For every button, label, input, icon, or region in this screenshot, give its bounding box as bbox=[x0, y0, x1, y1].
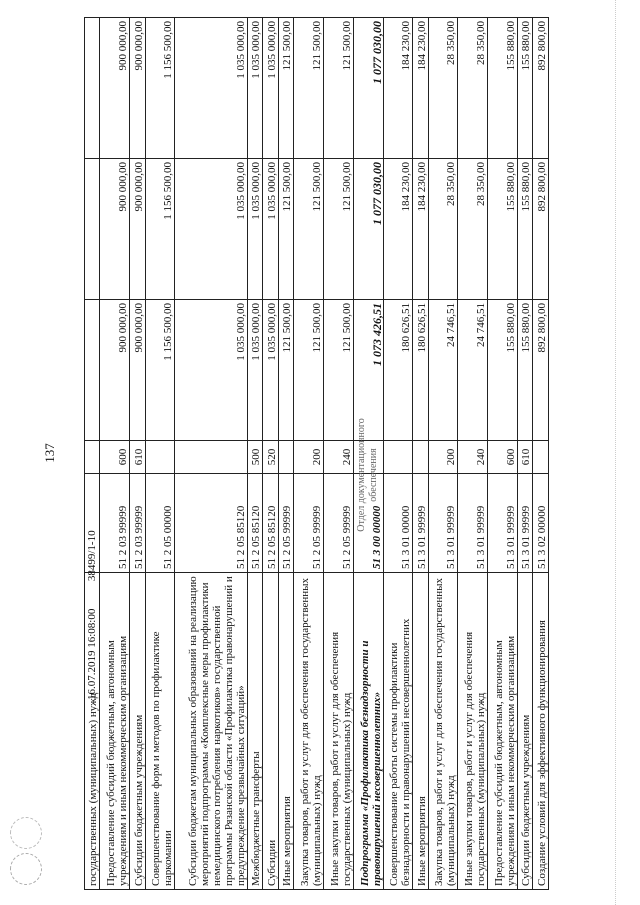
row-amount-2-cell: 121 500,00 bbox=[324, 159, 354, 300]
row-name-cell: Совершенствование форм и методов по профилактике наркомании bbox=[145, 573, 175, 890]
row-amount-1-cell: 1 035 000,00 bbox=[175, 300, 248, 441]
page-number: 137 bbox=[42, 443, 57, 463]
stamp-note-line2: обеспечения bbox=[368, 448, 379, 502]
row-expense-type-cell: 610 bbox=[517, 441, 532, 474]
table-row bbox=[100, 18, 130, 890]
table-row bbox=[247, 18, 262, 890]
row-name-cell: Иные мероприятия bbox=[413, 573, 428, 890]
row-amount-1-cell: 121 500,00 bbox=[324, 300, 354, 441]
row-amount-1-cell: 155 880,00 bbox=[488, 300, 518, 441]
row-code-cell: 51 2 05 99999 bbox=[324, 474, 354, 573]
row-expense-type-cell: 600 bbox=[100, 441, 130, 474]
row-expense-type-cell bbox=[145, 441, 175, 474]
row-amount-2-cell bbox=[85, 159, 100, 300]
row-amount-3-cell: 1 035 000,00 bbox=[263, 18, 278, 159]
row-amount-2-cell: 121 500,00 bbox=[278, 159, 293, 300]
row-code-cell: 51 3 02 00000 bbox=[533, 474, 549, 573]
row-amount-1-cell: 1 156 500,00 bbox=[145, 300, 175, 441]
row-expense-type-cell bbox=[175, 441, 248, 474]
row-name-cell: Совершенствование работы системы профилактики безнадзорности и правонарушений несовершеннолетних bbox=[383, 573, 413, 890]
row-code-cell: 51 2 05 85120 bbox=[175, 474, 248, 573]
row-amount-1-cell: 180 626,51 bbox=[413, 300, 428, 441]
row-amount-2-cell: 1 035 000,00 bbox=[247, 159, 262, 300]
stamp-ring-icon bbox=[10, 817, 42, 849]
row-code-cell: 51 2 05 85120 bbox=[263, 474, 278, 573]
table-row bbox=[383, 18, 413, 890]
row-amount-2-cell: 1 156 500,00 bbox=[145, 159, 175, 300]
table-row bbox=[533, 18, 549, 890]
scan-stamp-logo bbox=[6, 745, 46, 885]
row-amount-3-cell: 892 800,00 bbox=[533, 18, 549, 159]
row-amount-3-cell: 1 035 000,00 bbox=[247, 18, 262, 159]
stamp-note-line1: Отдел документационного bbox=[356, 418, 367, 532]
row-amount-2-cell: 892 800,00 bbox=[533, 159, 549, 300]
row-code-cell: 51 3 00 00000 bbox=[353, 474, 383, 573]
row-expense-type-cell bbox=[383, 441, 413, 474]
row-amount-1-cell: 900 000,00 bbox=[100, 300, 130, 441]
row-name-cell: Подпрограмма «Профилактика безнадзорности и правонарушений несовершеннолетних» bbox=[353, 573, 383, 890]
row-amount-2-cell: 28 350,00 bbox=[428, 159, 458, 300]
row-amount-1-cell: 1 035 000,00 bbox=[247, 300, 262, 441]
row-name-cell: Создание условий для эффективного функционирования bbox=[533, 573, 549, 890]
row-code-cell: 51 2 05 99999 bbox=[294, 474, 324, 573]
row-amount-2-cell: 184 230,00 bbox=[383, 159, 413, 300]
department-stamp-note bbox=[356, 375, 380, 575]
budget-table bbox=[84, 17, 549, 890]
row-expense-type-cell: 500 bbox=[247, 441, 262, 474]
table-row bbox=[263, 18, 278, 890]
table-row bbox=[175, 18, 248, 890]
row-amount-1-cell: 155 880,00 bbox=[517, 300, 532, 441]
row-amount-3-cell: 121 500,00 bbox=[294, 18, 324, 159]
row-amount-3-cell: 155 880,00 bbox=[488, 18, 518, 159]
table-row bbox=[294, 18, 324, 890]
row-name-cell: Предоставление субсидий бюджетным, автономным учреждениям и иным некоммерческим организациям bbox=[488, 573, 518, 890]
row-amount-3-cell: 184 230,00 bbox=[383, 18, 413, 159]
row-name-cell: Иные мероприятия bbox=[278, 573, 293, 890]
row-code-cell: 51 3 01 99999 bbox=[413, 474, 428, 573]
row-code-cell: 51 3 01 00000 bbox=[383, 474, 413, 573]
row-amount-1-cell: 892 800,00 bbox=[533, 300, 549, 441]
row-amount-1-cell: 121 500,00 bbox=[294, 300, 324, 441]
row-expense-type-cell: 200 bbox=[428, 441, 458, 474]
row-expense-type-cell bbox=[278, 441, 293, 474]
row-amount-2-cell: 155 880,00 bbox=[488, 159, 518, 300]
table-row bbox=[130, 18, 145, 890]
row-amount-1-cell: 24 746,51 bbox=[428, 300, 458, 441]
footer-date: 16.07.2019 16:08:00 bbox=[86, 608, 98, 700]
table-row bbox=[458, 18, 488, 890]
row-name-cell: государственных (муниципальных) нужд bbox=[85, 573, 100, 890]
row-name-cell: Субсидии бюджетным учреждениям bbox=[517, 573, 532, 890]
row-amount-3-cell: 121 500,00 bbox=[324, 18, 354, 159]
footer-doc-id: 38499/1-10 bbox=[86, 530, 98, 582]
row-amount-3-cell: 184 230,00 bbox=[413, 18, 428, 159]
row-amount-2-cell: 1 035 000,00 bbox=[263, 159, 278, 300]
budget-table-container bbox=[84, 21, 549, 890]
row-code-cell: 51 3 01 99999 bbox=[488, 474, 518, 573]
row-expense-type-cell: 240 bbox=[458, 441, 488, 474]
footer bbox=[86, 360, 98, 700]
row-expense-type-cell bbox=[533, 441, 549, 474]
row-name-cell: Иные закупки товаров, работ и услуг для обеспечения государственных (муниципальных) нужд bbox=[458, 573, 488, 890]
row-code-cell: 51 2 05 99999 bbox=[278, 474, 293, 573]
row-code-cell: 51 3 01 99999 bbox=[428, 474, 458, 573]
row-amount-3-cell: 900 000,00 bbox=[100, 18, 130, 159]
row-expense-type-cell bbox=[413, 441, 428, 474]
row-amount-1-cell: 24 746,51 bbox=[458, 300, 488, 441]
row-amount-1-cell: 121 500,00 bbox=[278, 300, 293, 441]
stamp-ring-icon bbox=[10, 853, 42, 885]
row-amount-3-cell: 155 880,00 bbox=[517, 18, 532, 159]
row-amount-3-cell: 900 000,00 bbox=[130, 18, 145, 159]
row-amount-1-cell: 180 626,51 bbox=[383, 300, 413, 441]
row-code-cell: 51 2 03 99999 bbox=[100, 474, 130, 573]
table-row bbox=[278, 18, 293, 890]
row-expense-type-cell: 200 bbox=[294, 441, 324, 474]
table-row bbox=[413, 18, 428, 890]
row-name-cell: Закупка товаров, работ и услуг для обеспечения государственных (муниципальных) нужд bbox=[428, 573, 458, 890]
table-row bbox=[488, 18, 518, 890]
row-amount-1-cell: 1 035 000,00 bbox=[263, 300, 278, 441]
row-code-cell: 51 2 05 00000 bbox=[145, 474, 175, 573]
row-amount-2-cell: 900 000,00 bbox=[100, 159, 130, 300]
row-code-cell: 51 3 01 99999 bbox=[458, 474, 488, 573]
table-row bbox=[517, 18, 532, 890]
row-amount-1-cell: 900 000,00 bbox=[130, 300, 145, 441]
row-name-cell: Субсидии bbox=[263, 573, 278, 890]
row-name-cell: Закупка товаров, работ и услуг для обеспечения государственных (муниципальных) нужд bbox=[294, 573, 324, 890]
row-amount-3-cell: 28 350,00 bbox=[428, 18, 458, 159]
row-name-cell: Иные закупки товаров, работ и услуг для обеспечения государственных (муниципальных) нужд bbox=[324, 573, 354, 890]
table-row bbox=[428, 18, 458, 890]
row-amount-2-cell: 1 035 000,00 bbox=[175, 159, 248, 300]
row-amount-3-cell bbox=[85, 18, 100, 159]
row-code-cell: 51 2 05 85120 bbox=[247, 474, 262, 573]
row-amount-2-cell: 900 000,00 bbox=[130, 159, 145, 300]
row-amount-3-cell: 121 500,00 bbox=[278, 18, 293, 159]
row-amount-2-cell: 121 500,00 bbox=[294, 159, 324, 300]
budget-table-body bbox=[85, 18, 549, 890]
row-amount-2-cell: 28 350,00 bbox=[458, 159, 488, 300]
row-name-cell: Предоставление субсидий бюджетным, автономным учреждениям и иным некоммерческим организациям bbox=[100, 573, 130, 890]
row-amount-3-cell: 1 156 500,00 bbox=[145, 18, 175, 159]
row-amount-3-cell: 1 077 030,00 bbox=[353, 18, 383, 159]
row-amount-3-cell: 1 035 000,00 bbox=[175, 18, 248, 159]
row-expense-type-cell: 520 bbox=[263, 441, 278, 474]
row-amount-2-cell: 1 077 030,00 bbox=[353, 159, 383, 300]
row-amount-2-cell: 155 880,00 bbox=[517, 159, 532, 300]
table-row bbox=[145, 18, 175, 890]
row-name-cell: Субсидии бюджетам муниципальных образований на реализацию мероприятий подпрограммы «Комплексные меры профилактики немедицинского потребления наркотиков» государственной программы Рязанской области «Профилактика правонарушений и предупреждение чрезвычайных ситуаций» bbox=[175, 573, 248, 890]
row-expense-type-cell: 240 bbox=[324, 441, 354, 474]
scan-edge bbox=[615, 0, 617, 905]
row-code-cell: 51 2 03 99999 bbox=[130, 474, 145, 573]
table-row bbox=[324, 18, 354, 890]
row-amount-1-cell: 1 073 426,51 bbox=[353, 300, 383, 441]
row-amount-3-cell: 28 350,00 bbox=[458, 18, 488, 159]
row-name-cell: Межбюджетные трансферты bbox=[247, 573, 262, 890]
row-code-cell: 51 3 01 99999 bbox=[517, 474, 532, 573]
row-expense-type-cell: 610 bbox=[130, 441, 145, 474]
row-expense-type-cell: 600 bbox=[488, 441, 518, 474]
row-name-cell: Субсидии бюджетным учреждениям bbox=[130, 573, 145, 890]
row-amount-2-cell: 184 230,00 bbox=[413, 159, 428, 300]
